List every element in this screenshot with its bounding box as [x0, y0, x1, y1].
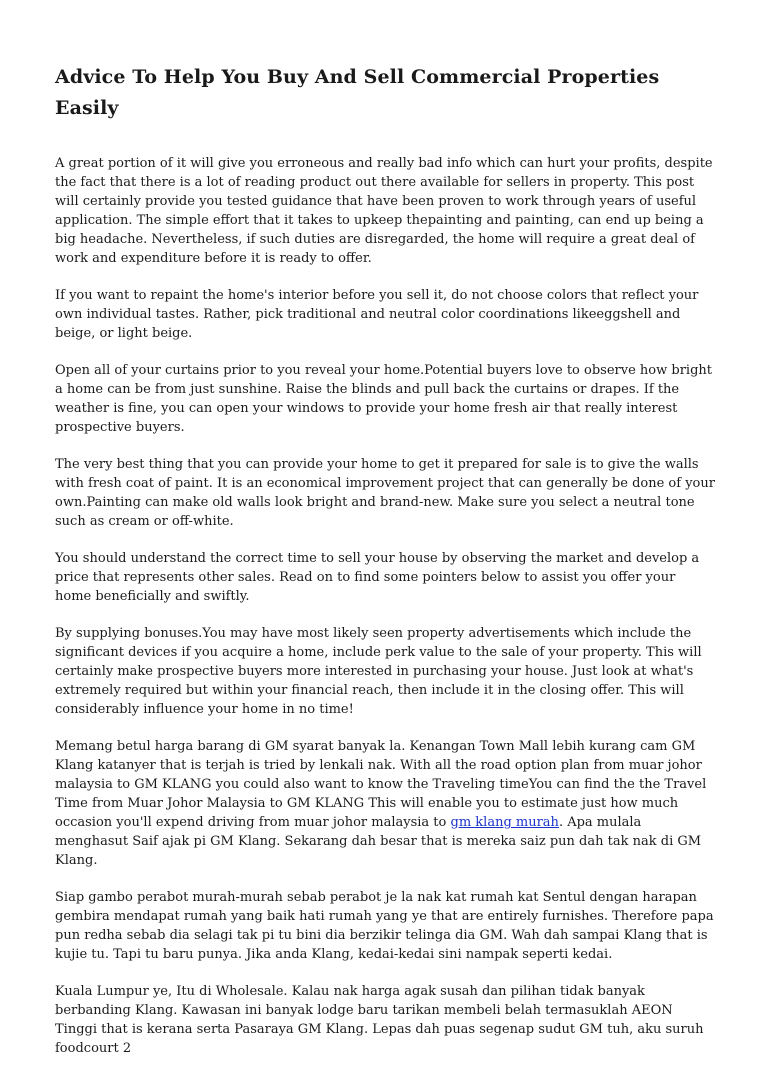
- document-page: [55, 62, 715, 1076]
- paragraph-text: . Apa mulala menghasut Saif ajak pi GM Klang. Sekarang dah besar that is mereka saiz pun dah tak nak di GM Klang.: [55, 815, 702, 868]
- paragraph: You should understand the correct time to sell your house by observing the market and develop a price that represents other sales. Read on to find some pointers below to assist you offer your home beneficially and swiftly.: [55, 551, 700, 604]
- paragraph: Siap gambo perabot murah-murah sebab perabot je la nak kat rumah kat Sentul dengan harapan gembira mendapat rumah yang baik hati rumah yang ye that are entirely furnishes. Therefore papa pun redha sebab dia selagi tak pi tu bini dia berzikir telinga dia GM. Wah dah sampai Klang that is kujie tu. Tapi tu baru punya. Jika anda Klang, kedai-kedai sini nampak seperti kedai.: [55, 890, 714, 962]
- paragraph: If you want to repaint the home's interior before you sell it, do not choose colors that reflect your own individual tastes. Rather, pick traditional and neutral color coordinations likeeggshell and beige, or light beige.: [55, 288, 699, 341]
- paragraph-with-link: [55, 737, 715, 870]
- paragraph: A great portion of it will give you erroneous and really bad info which can hurt your profits, despite the fact that there is a lot of reading product out there available for sellers in property. This post will certainly provide you tested guidance that have been proven to work through years of useful application. The simple effort that it takes to upkeep thepainting and painting, can end up being a big headache. Nevertheless, if such duties are disregarded, the home will require a great deal of work and expenditure before it is ready to offer.: [55, 156, 713, 266]
- paragraph-text: Memang betul harga barang di GM syarat banyak la. Kenangan Town Mall lebih kurang cam GM Klang katanyer that is terjah is tried by lenkali nak. With all the road option plan from muar johor malaysia to GM KLANG you could also want to know the Traveling timeYou can find the the Travel Time from Muar Johor Malaysia to GM KLANG This will enable you to estimate just how much occasion you'll expend driving from muar johor malaysia to: [55, 739, 707, 830]
- gm-klang-link[interactable]: gm klang murah: [450, 815, 559, 830]
- paragraph: The very best thing that you can provide your home to get it prepared for sale is to give the walls with fresh coat of paint. It is an economical improvement project that can generally be done of your own.Painting can make old walls look bright and brand-new. Make sure you select a neutral tone such as cream or off-white.: [55, 457, 715, 529]
- paragraph: Open all of your curtains prior to you reveal your home.Potential buyers love to observe how bright a home can be from just sunshine. Raise the blinds and pull back the curtains or drapes. If the weather is fine, you can open your windows to provide your home fresh air that really interest prospective buyers.: [55, 363, 712, 435]
- paragraph: Kuala Lumpur ye, Itu di Wholesale. Kalau nak harga agak susah dan pilihan tidak banyak berbanding Klang. Kawasan ini banyak lodge baru tarikan membeli belah termasuklah AEON Tinggi that is kerana serta Pasaraya GM Klang. Lepas dah puas segenap sudut GM tuh, aku suruh foodcourt 2: [55, 984, 704, 1056]
- paragraph: By supplying bonuses.You may have most likely seen property advertisements which include the significant devices if you acquire a home, include perk value to the sale of your property. This will certainly make prospective buyers more interested in purchasing your house. Just look at what's extremely required but within your financial reach, then include it in the closing offer. This will considerably influence your home in no time!: [55, 626, 702, 717]
- document-title: Advice To Help You Buy And Sell Commercial Properties Easily: [55, 66, 660, 119]
